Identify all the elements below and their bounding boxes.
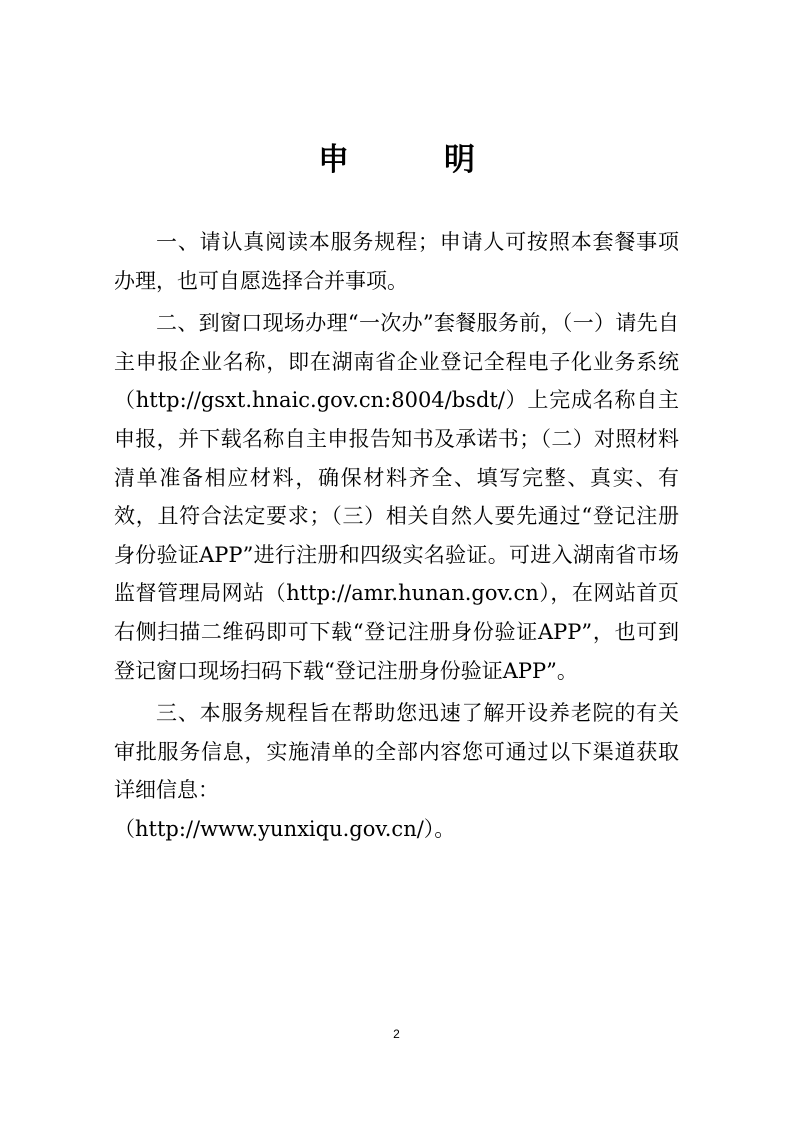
paragraph-4-url: （http://www.yunxiqu.gov.cn/）。 bbox=[114, 816, 456, 841]
paragraph-3: 三、本服务规程旨在帮助您迅速了解开设养老院的有关审批服务信息，实施清单的全部内容您可通过以下渠道获取详细信息： bbox=[114, 701, 679, 803]
page-number: 2 bbox=[393, 1027, 400, 1041]
document-body bbox=[114, 223, 679, 849]
paragraph-1: 一、请认真阅读本服务规程；申请人可按照本套餐事项办理，也可自愿选择合并事项。 bbox=[114, 230, 679, 293]
paragraph-2: 二、到窗口现场办理“一次办”套餐服务前，（一）请先自主申报企业名称，即在湖南省企业登记全程电子化业务系统（http://gsxt.hnaic.gov.cn:8004/bsdt/）上完成名称自主申报，并下载名称自主申报告知书及承诺书；（二）对照材料清单准备相应材料，确保材料齐全、填写完整、真实、有效，且符合法定要求；（三）相关自然人要先通过“登记注册身份验证APP”进行注册和四级实名验证。可进入湖南省市场监督管理局网站（http://amr.hunan.gov.cn），在网站首页右侧扫描二维码即可下载“登记注册身份验证APP”，也可到登记窗口现场扫码下载“登记注册身份验证APP”。 bbox=[114, 311, 679, 683]
document-title: 申 明 bbox=[318, 142, 507, 178]
